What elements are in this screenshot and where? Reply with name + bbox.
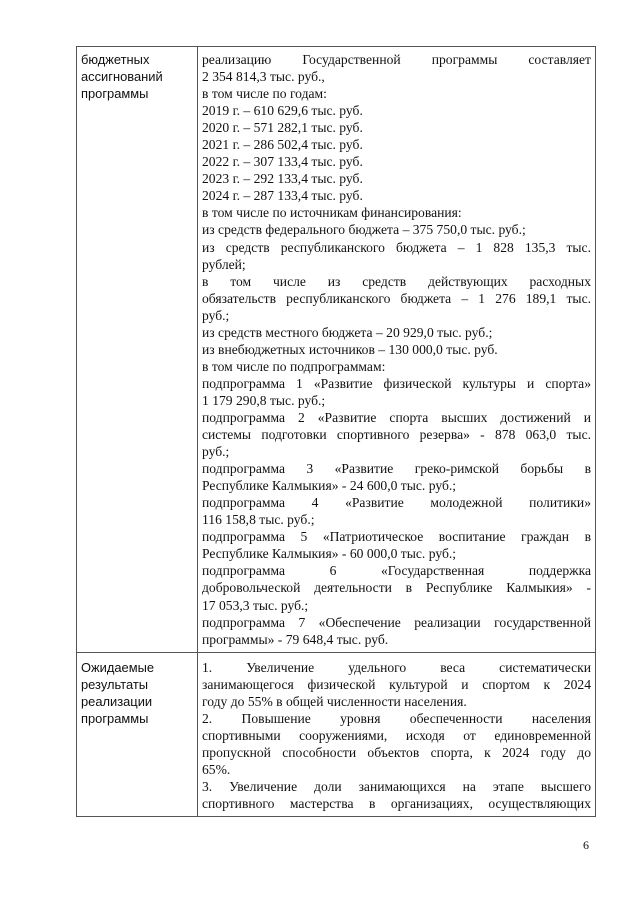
text-line: 2019 г. – 610 629,6 тыс. руб. [202, 103, 363, 119]
row-label-line: программы [81, 86, 149, 101]
text-line: пропускной способности объектов спорта, к 2024 году до [202, 744, 591, 760]
text-line: из средств местного бюджета – 20 929,0 тыс. руб.; [202, 324, 493, 340]
text-line: из средств федерального бюджета – 375 750,0 тыс. руб.; [202, 222, 526, 238]
text-line: Республике Калмыкия» - 24 600,0 тыс. руб.; [202, 478, 457, 494]
text-line: году до 55% в общей численности населения. [202, 693, 467, 709]
text-line: 116 158,8 тыс. руб.; [202, 512, 315, 528]
text-line: обязательств республиканского бюджета – 1 276 189,1 тыс. [202, 290, 591, 306]
text-line: в том числе из средств действующих расходных [202, 273, 591, 289]
text-line: рублей; [202, 256, 246, 272]
page-number: 6 [583, 838, 589, 852]
text-line: 2023 г. – 292 133,4 тыс. руб. [202, 171, 363, 187]
text-line: 1 179 290,8 тыс. руб.; [202, 392, 326, 408]
row-label-line: реализации [81, 693, 153, 709]
text-line: в том числе по подпрограммам: [202, 358, 386, 374]
text-line: 3. Увеличение доли занимающихся на этапе высшего [202, 778, 591, 794]
text-line: подпрограмма 2 «Развитие спорта высших достижений и [202, 409, 591, 425]
text-line: 2020 г. – 571 282,1 тыс. руб. [202, 120, 363, 136]
text-line: подпрограмма 5 «Патриотическое воспитание граждан в [202, 529, 591, 545]
text-line: подпрограмма 1 «Развитие физической культуры и спорта» [202, 375, 591, 391]
text-line: программы» - 79 648,4 тыс. руб. [202, 631, 389, 647]
table-row-budget [77, 47, 596, 653]
text-line: подпрограмма 4 «Развитие молодежной политики» [202, 495, 591, 511]
text-line: 2021 г. – 286 502,4 тыс. руб. [202, 137, 363, 153]
table-row-results [77, 652, 596, 816]
text-line: 2. Повышение уровня обеспеченности населения [202, 710, 591, 726]
text-line: добровольческой деятельности в Республике Калмыкия» - [202, 580, 591, 596]
row-label-line: результаты [81, 676, 149, 692]
row-label-line: ассигнований [81, 69, 163, 84]
program-passport-table [76, 46, 596, 817]
text-line: спортивного мастерства в организациях, осуществляющих [202, 796, 591, 812]
text-line: из внебюджетных источников – 130 000,0 тыс. руб. [202, 341, 498, 357]
text-line: руб.; [202, 444, 230, 460]
text-line: занимающегося физической культурой и спортом к 2024 [202, 676, 591, 692]
row-content-results [198, 652, 596, 816]
row-label-budget [77, 47, 198, 653]
row-content-budget [198, 47, 596, 653]
row-label-line: Ожидаемые [81, 659, 155, 675]
row-label-line: бюджетных [81, 52, 150, 67]
text-line: подпрограмма 3 «Развитие греко-римской борьбы в [202, 461, 591, 477]
text-line: подпрограмма 7 «Обеспечение реализации государственной [202, 614, 591, 630]
text-line: системы подготовки спортивного резерва» - 878 063,0 тыс. [202, 427, 591, 443]
text-line: руб.; [202, 307, 230, 323]
text-line: 1. Увеличение удельного веса систематически [202, 659, 591, 675]
row-label-line: программы [81, 710, 149, 726]
text-line: спортивными сооружениями, исходя от единовременной [202, 727, 591, 743]
text-line: из средств республиканского бюджета – 1 828 135,3 тыс. [202, 239, 591, 255]
row-label-results [77, 652, 198, 816]
text-line: 17 053,3 тыс. руб.; [202, 597, 309, 613]
text-line: 2024 г. – 287 133,4 тыс. руб. [202, 188, 363, 204]
text-line: в том числе по годам: [202, 86, 327, 102]
text-line: 2022 г. – 307 133,4 тыс. руб. [202, 154, 363, 170]
text-line: Республике Калмыкия» - 60 000,0 тыс. руб.; [202, 546, 457, 562]
text-line: 2 354 814,3 тыс. руб., [202, 69, 325, 85]
text-line: реализацию Государственной программы составляет [202, 52, 591, 67]
text-line: в том числе по источникам финансирования: [202, 205, 462, 221]
text-line: 65%. [202, 761, 231, 777]
text-line: подпрограмма 6 «Государственная поддержка [202, 563, 591, 579]
